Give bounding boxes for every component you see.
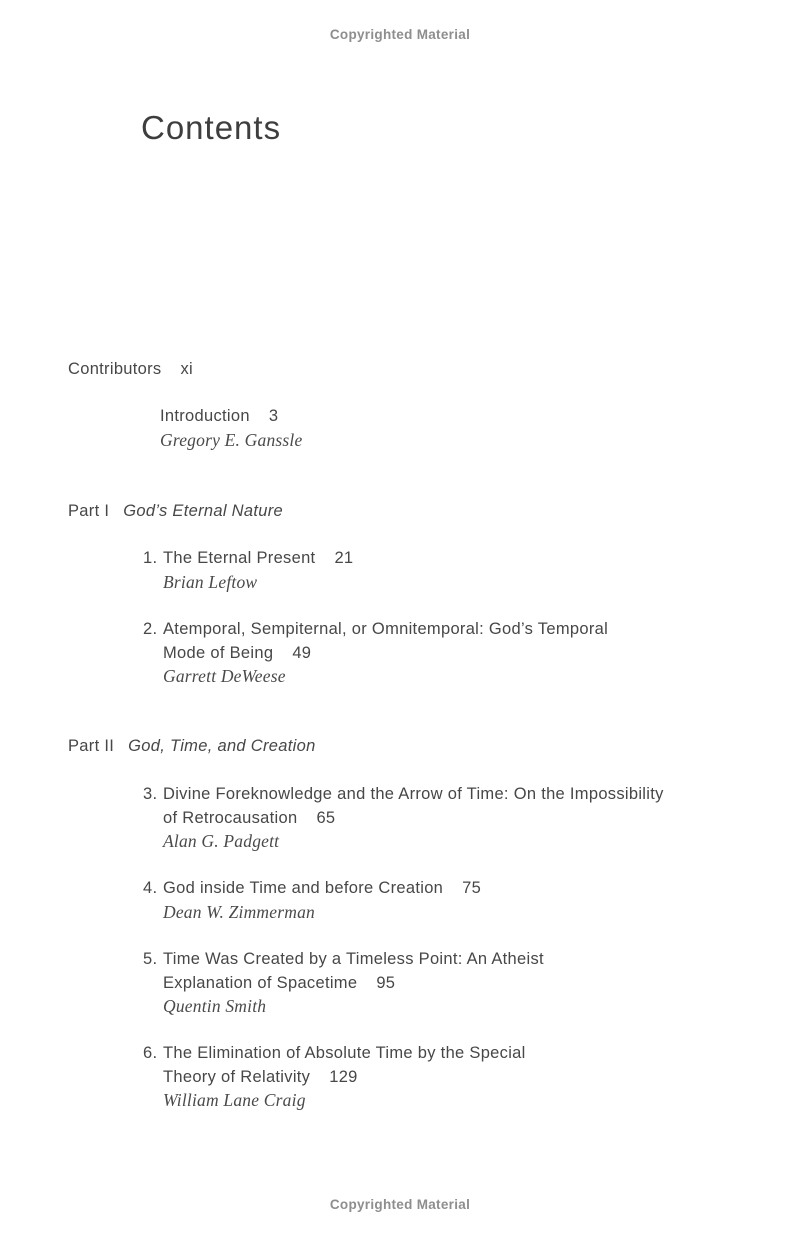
chapter-3-number: 3. bbox=[143, 785, 158, 803]
chapter-4-number: 4. bbox=[143, 879, 158, 897]
chapter-2-number: 2. bbox=[143, 620, 158, 638]
introduction-entry bbox=[160, 405, 302, 452]
copyright-notice-bottom: Copyrighted Material bbox=[329, 1197, 471, 1212]
chapter-1-page-number: 21 bbox=[334, 549, 354, 567]
part-2-heading bbox=[68, 735, 316, 759]
chapter-6-page-number: 129 bbox=[329, 1067, 358, 1086]
part-2-title: God, Time, and Creation bbox=[128, 737, 316, 755]
page-title: Contents bbox=[141, 109, 282, 146]
chapter-5-page-number: 95 bbox=[376, 973, 396, 992]
chapter-entry-4 bbox=[143, 877, 481, 924]
chapter-entry-1 bbox=[143, 547, 353, 594]
part-1-title: God’s Eternal Nature bbox=[123, 502, 284, 520]
chapter-1-title-line bbox=[163, 547, 353, 571]
chapter-6-title-line-2 bbox=[163, 1066, 526, 1090]
chapter-5-number: 5. bbox=[143, 950, 158, 968]
chapter-6-title-line-1: The Elimination of Absolute Time by the Special bbox=[163, 1044, 526, 1062]
introduction-author: Gregory E. Ganssle bbox=[160, 429, 303, 450]
chapter-2-author: Garrett DeWeese bbox=[163, 666, 286, 686]
chapter-5-title-continued: Explanation of Spacetime bbox=[163, 973, 358, 992]
chapter-3-page-number: 65 bbox=[316, 808, 336, 827]
chapter-4-author: Dean W. Zimmerman bbox=[163, 901, 315, 922]
chapter-5-author: Quentin Smith bbox=[163, 996, 267, 1016]
chapter-3-title-line-1: Divine Foreknowledge and the Arrow of Time: On the Impossibility bbox=[163, 785, 664, 803]
chapter-6-author: William Lane Craig bbox=[163, 1090, 306, 1110]
part-2-label: Part II bbox=[68, 737, 115, 755]
chapter-2-title-line-2 bbox=[163, 642, 608, 666]
chapter-4-title: God inside Time and before Creation bbox=[163, 879, 444, 897]
chapter-1-author: Brian Leftow bbox=[163, 571, 258, 592]
part-1-heading bbox=[68, 500, 283, 524]
introduction-title-line bbox=[160, 405, 302, 429]
contributors-entry bbox=[68, 358, 193, 382]
chapter-entry-3 bbox=[143, 783, 664, 854]
chapter-entry-6 bbox=[143, 1042, 526, 1113]
chapter-5-title-line-1: Time Was Created by a Timeless Point: An Atheist bbox=[163, 950, 544, 968]
chapter-entry-2 bbox=[143, 618, 608, 689]
introduction-title: Introduction bbox=[160, 407, 250, 425]
chapter-entry-5 bbox=[143, 948, 544, 1019]
chapter-3-title-continued: of Retrocausation bbox=[163, 808, 298, 827]
contributors-label: Contributors bbox=[68, 360, 162, 378]
chapter-3-author: Alan G. Padgett bbox=[163, 831, 280, 851]
chapter-6-title-continued: Theory of Relativity bbox=[163, 1067, 311, 1086]
contributors-page-number: xi bbox=[180, 360, 194, 378]
chapter-2-title-line-1: Atemporal, Sempiternal, or Omnitemporal: God’s Temporal bbox=[163, 620, 609, 638]
chapter-5-title-line-2 bbox=[163, 972, 544, 996]
chapter-4-page-number: 75 bbox=[462, 879, 482, 897]
part-1-label: Part I bbox=[68, 502, 110, 520]
copyright-notice-top: Copyrighted Material bbox=[329, 27, 471, 42]
chapter-3-title-line-2 bbox=[163, 807, 664, 831]
chapter-4-title-line bbox=[163, 877, 481, 901]
chapter-1-number: 1. bbox=[143, 549, 158, 567]
chapter-6-number: 6. bbox=[143, 1044, 158, 1062]
chapter-2-page-number: 49 bbox=[292, 643, 312, 662]
chapter-2-title-continued: Mode of Being bbox=[163, 643, 274, 662]
chapter-1-title: The Eternal Present bbox=[163, 549, 316, 567]
introduction-page-number: 3 bbox=[268, 407, 279, 425]
